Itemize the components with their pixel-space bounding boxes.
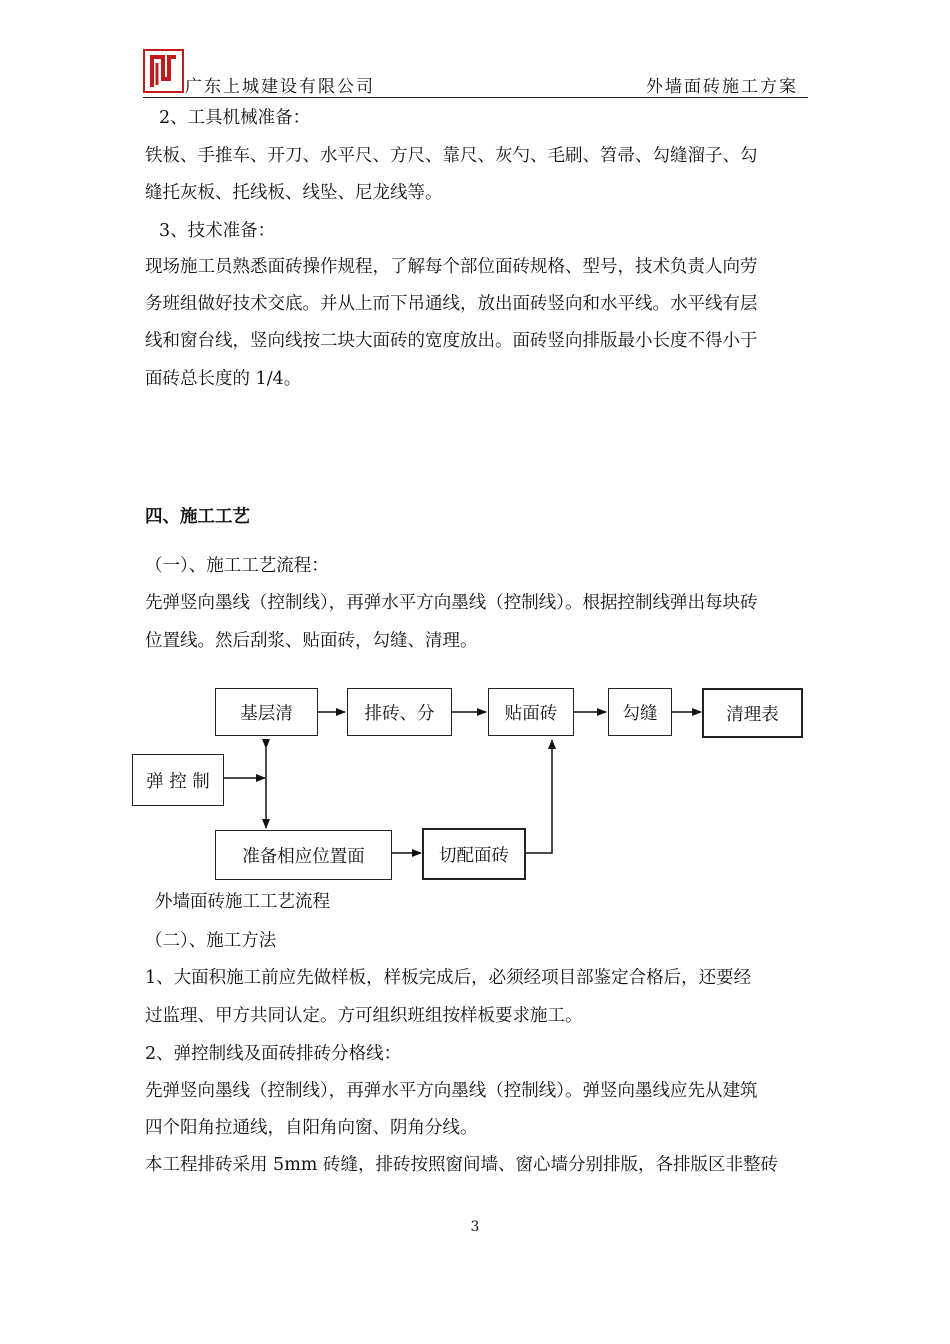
paragraph-line: 2、弹控制线及面砖排砖分格线： [145, 1044, 402, 1064]
paragraph-line: 面砖总长度的 1/4。 [145, 369, 302, 389]
paragraph-line: 1、大面积施工前应先做样板，样板完成后，必须经项目部鉴定合格后，还要经 [145, 968, 752, 988]
paragraph-line: 务班组做好技术交底。并从上而下吊通线，放出面砖竖向和水平线。水平线有层 [145, 294, 758, 314]
section-heading: 四、施工工艺 [145, 507, 250, 527]
page-number: 3 [470, 1219, 480, 1235]
flow-step-arrange: 排砖、分 [347, 688, 452, 736]
paragraph-line: 现场施工员熟悉面砖操作规程，了解每个部位面砖规格、型号，技术负责人向劳 [145, 257, 758, 277]
paragraph-line: 先弹竖向墨线（控制线），再弹水平方向墨线（控制线）。根据控制线弹出每块砖 [145, 593, 758, 613]
company-name: 广东上城建设有限公司 [185, 77, 375, 97]
company-logo-icon [143, 49, 184, 93]
subsection-heading: （二）、施工方法 [145, 931, 277, 951]
paragraph-line: 缝托灰板、托线板、线坠、尼龙线等。 [145, 183, 443, 203]
document-title: 外墙面砖施工方案 [646, 77, 798, 97]
paragraph-line: 3、技术准备： [159, 221, 276, 241]
paragraph-line: 过监理、甲方共同认定。方可组织班组按样板要求施工。 [145, 1006, 583, 1026]
flow-step-clean: 基层清 [215, 688, 318, 736]
figure-caption: 外墙面砖施工工艺流程 [155, 892, 330, 912]
paragraph-line: 线和窗台线，竖向线按二块大面砖的宽度放出。面砖竖向排版最小长度不得小于 [145, 331, 758, 351]
flow-step-tile: 贴面砖 [488, 688, 574, 736]
paragraph-line: 铁板、手推车、开刀、水平尺、方尺、靠尺、灰勺、毛刷、笤帚、勾缝溜子、勾 [145, 146, 758, 166]
flow-step-finish: 清理表 [702, 688, 803, 738]
paragraph-line: 2、工具机械准备： [159, 108, 311, 128]
flow-step-cut: 切配面砖 [422, 828, 526, 880]
flow-step-prepare: 准备相应位置面 [215, 830, 392, 880]
paragraph-line: 先弹竖向墨线（控制线），再弹水平方向墨线（控制线）。弹竖向墨线应先从建筑 [145, 1081, 758, 1101]
paragraph-line: 位置线。然后刮浆、贴面砖，勾缝、清理。 [145, 631, 478, 651]
flow-step-joint: 勾缝 [608, 688, 672, 736]
header-divider [143, 97, 808, 98]
subsection-heading: （一）、施工工艺流程： [145, 556, 329, 576]
flow-step-control: 弹 控 制 [132, 754, 224, 806]
paragraph-line: 四个阳角拉通线，自阳角向窗、阴角分线。 [145, 1118, 478, 1138]
paragraph-line: 本工程排砖采用 5mm 砖缝，排砖按照窗间墙、窗心墙分别排版，各排版区非整砖 [145, 1155, 778, 1175]
